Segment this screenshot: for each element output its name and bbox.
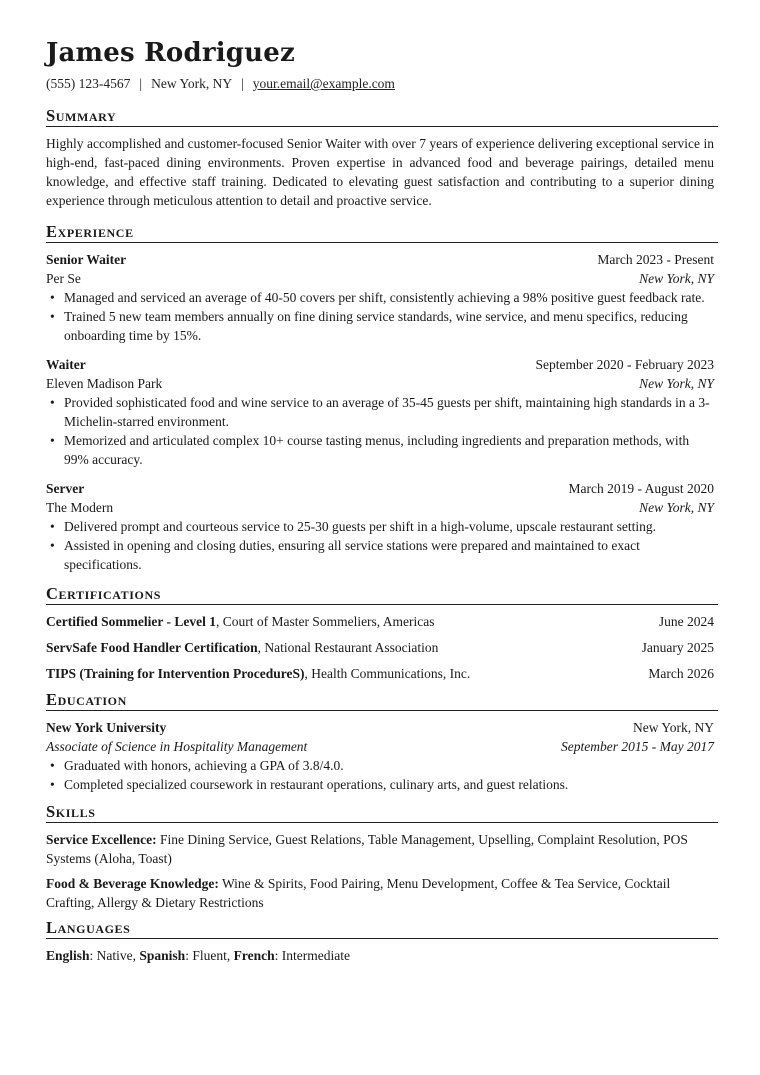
section-title: Education (46, 690, 718, 711)
school-name: New York University (46, 720, 167, 735)
education-subheader (46, 737, 714, 756)
email-link[interactable]: your.email@example.com (252, 76, 395, 91)
language-name: Spanish (139, 948, 186, 963)
languages-line (46, 946, 714, 965)
location: New York, NY (151, 76, 233, 91)
certification-name: TIPS (Training for Intervention ProcedureS) (46, 666, 305, 681)
section-title: Experience (46, 222, 718, 243)
certifications-section (46, 584, 714, 683)
education-dates: September 2015 - May 2017 (561, 739, 714, 754)
job-bullets (46, 288, 714, 345)
certification-row (46, 664, 714, 683)
skill-label: Service Excellence: (46, 832, 157, 847)
language-level: : Intermediate (274, 948, 350, 963)
job-entry (46, 479, 714, 574)
section-title: Skills (46, 802, 718, 823)
job-company: Eleven Madison Park (46, 376, 163, 391)
list-item: • Provided sophisticated food and wine service to an average of 35-45 guests per shift, maintaining high standards in a 3-Michelin-starred environment. (46, 393, 714, 431)
job-subheader (46, 269, 714, 288)
separator: | (241, 76, 244, 91)
candidate-name: James Rodriguez (46, 38, 295, 68)
summary-text: Highly accomplished and customer-focused Senior Waiter with over 7 years of experience delivering exceptional service in high-end, fast-paced dining environments. Proven expertise in advanced food and beverage pairings, detailed menu knowledge, and effective staff training. Dedicated to elevating guest satisfaction and contributing to a superior dining experience through meticulous attention to detail and proactive service. (46, 136, 714, 208)
certification-name: ServSafe Food Handler Certification (46, 640, 258, 655)
job-entry (46, 355, 714, 469)
list-item: • Managed and serviced an average of 40-50 covers per shift, consistently achieving a 98% positive guest feedback rate. (46, 288, 714, 307)
skill-label: Food & Beverage Knowledge: (46, 876, 219, 891)
language-level: : Native, (89, 948, 140, 963)
job-company: Per Se (46, 271, 81, 286)
job-bullets (46, 393, 714, 469)
certification-issuer: , National Restaurant Association (257, 640, 439, 655)
job-header (46, 250, 714, 269)
job-dates: September 2020 - February 2023 (535, 357, 714, 372)
job-role: Senior Waiter (46, 252, 127, 267)
job-dates: March 2023 - Present (597, 252, 714, 267)
summary-section (46, 106, 714, 210)
list-item: • Delivered prompt and courteous service to 25-30 guests per shift in a high-volume, upscale restaurant setting. (46, 517, 714, 536)
skill-row (46, 830, 714, 868)
job-location: New York, NY (639, 271, 714, 286)
languages-section (46, 918, 714, 965)
job-entry (46, 250, 714, 345)
certification-row (46, 638, 714, 657)
phone: (555) 123-4567 (46, 76, 131, 91)
education-header (46, 718, 714, 737)
job-header (46, 479, 714, 498)
job-subheader (46, 374, 714, 393)
certification-date: June 2024 (658, 614, 714, 629)
job-company: The Modern (46, 500, 114, 515)
job-bullets (46, 517, 714, 574)
separator: | (139, 76, 143, 91)
education-section (46, 690, 714, 794)
certification-issuer: , Court of Master Sommeliers, Americas (215, 614, 435, 629)
section-title: Certifications (46, 584, 718, 605)
skill-text: Wine & Spirits, Food Pairing, Menu Development, Coffee & Tea Service, Cocktail Crafting, Allergy & Dietary Restrictions (46, 876, 671, 910)
list-item: • Memorized and articulated complex 10+ course tasting menus, including ingredients and preparation methods, with 99% accuracy. (46, 431, 714, 469)
skill-row (46, 874, 714, 912)
job-location: New York, NY (639, 376, 714, 391)
certification-issuer: , Health Communications, Inc. (304, 666, 471, 681)
school-location: New York, NY (632, 720, 714, 735)
degree: Associate of Science in Hospitality Management (46, 739, 308, 754)
skill-text: Fine Dining Service, Guest Relations, Table Management, Upselling, Complaint Resolution, POS Systems (Aloha, Toast) (46, 832, 688, 866)
list-item: • Assisted in opening and closing duties, ensuring all service stations were prepared and maintained to exact specifications. (46, 536, 714, 574)
certification-row (46, 612, 714, 631)
list-item: • Completed specialized coursework in restaurant operations, culinary arts, and guest relations. (46, 775, 714, 794)
job-header (46, 355, 714, 374)
section-title: Languages (46, 918, 718, 939)
language-name: French (233, 948, 275, 963)
section-title: Summary (46, 106, 718, 127)
job-role: Waiter (46, 357, 86, 372)
job-subheader (46, 498, 714, 517)
experience-section (46, 222, 714, 574)
certification-date: March 2026 (648, 666, 714, 681)
certification-date: January 2025 (641, 640, 714, 655)
language-level: : Fluent, (185, 948, 234, 963)
list-item: • Trained 5 new team members annually on fine dining service standards, wine service, and menu specifics, reducing onboarding time by 15%. (46, 307, 714, 345)
list-item: • Graduated with honors, achieving a GPA of 3.8/4.0. (46, 756, 714, 775)
language-name: English (46, 948, 90, 963)
contact-line (46, 76, 714, 92)
education-bullets (46, 756, 714, 794)
skills-section (46, 802, 714, 912)
job-role: Server (46, 481, 85, 496)
certification-name: Certified Sommelier - Level 1 (46, 614, 216, 629)
job-dates: March 2019 - August 2020 (568, 481, 714, 496)
job-location: New York, NY (639, 500, 714, 515)
